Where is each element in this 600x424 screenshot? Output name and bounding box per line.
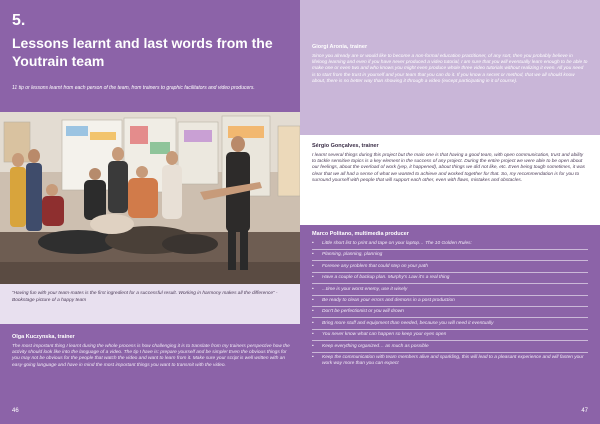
list-item: • Foresee any problem that could step on your path bbox=[312, 264, 588, 273]
bullet-icon: • bbox=[312, 320, 314, 326]
list-item: • Be ready to clean your errors and demons in a post production bbox=[312, 298, 588, 307]
right-page bbox=[300, 0, 600, 424]
giorgi-name: Giorgi Aronia, trainer bbox=[312, 44, 368, 50]
title-block bbox=[0, 0, 300, 112]
list-item: • Don't be perfectionist or you will drown bbox=[312, 309, 588, 318]
bullet-icon: • bbox=[312, 332, 314, 338]
page-subtitle: 11 tip or lessons learnt from each person of the team, from trainers to graphic facilitators and video producers. bbox=[12, 85, 255, 91]
sergio-text: I learnt several things during this project but the main one is that having a good team, with open communication, trust and ability to tackle sensitive topics is a key element in the success of any project. During the entire project we were able to be open about our feelings, about the overload of work (yep, it happened), about things we did not like, etc. Even being tough sometimes, it was clear that we all had a sense of what we wanted to achieve and worked together for that. So, my recommendation is for you to surround yourself with people that will support each other, even with flaws, mistakes and obstacles. bbox=[312, 153, 586, 183]
giorgi-section bbox=[300, 0, 600, 135]
sergio-section bbox=[300, 135, 600, 225]
list-item: • Little short list to print and tape on your laptop… The 10 Golden Rules: bbox=[312, 241, 588, 250]
golden-rules-list bbox=[312, 241, 588, 370]
team-photo bbox=[0, 112, 300, 284]
photo-caption bbox=[0, 284, 300, 324]
list-item: • Bring more stuff and equipment than needed, because you will need it eventually bbox=[312, 321, 588, 330]
list-item: • Have a couple of backup plan. Murphy's Law it's a real thing bbox=[312, 275, 588, 284]
page-title: Lessons learnt and last words from the Youtrain team bbox=[12, 35, 273, 69]
bullet-icon: • bbox=[312, 297, 314, 303]
bullet-icon: • bbox=[312, 286, 314, 292]
bullet-icon: • bbox=[312, 263, 314, 269]
page-number-right: 47 bbox=[581, 408, 588, 414]
bullet-icon: • bbox=[312, 252, 314, 258]
olga-section bbox=[0, 324, 300, 424]
page-number-left: 46 bbox=[12, 408, 19, 414]
olga-text: The most important thing I learnt during the whole process is how challenging it is to translate from my trainers perspective how the activity should look like into the language of a video. The tip I have is: prepare yourself and be simple! Even the obvious things for you may not be obvious for the people that watch the video and want to learn from it. Make sure your script is well written with an easy-going language and have in mind the most important things you want to transmit with the video. bbox=[12, 344, 290, 368]
list-item: • Planning, planning, planning bbox=[312, 252, 588, 261]
giorgi-text: Since you already are or would like to become a non-formal education practitioner, of any sort, then you probably believe in lifelong learning and even if you have never produced a video tutorial, I am sure that you will eventually learn enough to be able to make one or even two and who knows you might even produce whole three video tutorials without realizing it even. All you need is to start from the trust in yourself and your team that you can do it. If you know a secret or method, that we all should know about, there is no better way than showing it through a video (except participating in it of course). bbox=[312, 54, 588, 84]
bullet-icon: • bbox=[312, 275, 314, 281]
bullet-icon: • bbox=[312, 241, 314, 246]
list-item: • ...time is your worst enemy, use it wisely bbox=[312, 287, 588, 296]
photo-caption-text: “Having fun with your team-mates is the first ingredient for a successful result. Working in harmony makes all the difference” - Bookstage picture of a happy team bbox=[12, 291, 278, 303]
olga-name: Olga Kuczynska, trainer bbox=[12, 334, 75, 340]
list-item: • Keep the communication with team members alive and sparkling, this will lead to a pleasant experience and will fasten your work way more than you can expect bbox=[312, 354, 584, 367]
marco-name: Marco Politano, multimedia producer bbox=[312, 231, 409, 237]
bullet-icon: • bbox=[312, 343, 314, 349]
bullet-icon: • bbox=[312, 309, 314, 315]
list-item: • You never know what can happen so keep your eyes open bbox=[312, 332, 588, 341]
list-item: • Keep everything organized… as much as possible bbox=[312, 344, 588, 353]
team-photo-illustration bbox=[0, 112, 300, 284]
chapter-number: 5. bbox=[12, 12, 26, 29]
sergio-name: Sérgio Gonçalves, trainer bbox=[312, 143, 379, 149]
marco-section bbox=[300, 225, 600, 424]
bullet-icon: • bbox=[312, 354, 314, 360]
